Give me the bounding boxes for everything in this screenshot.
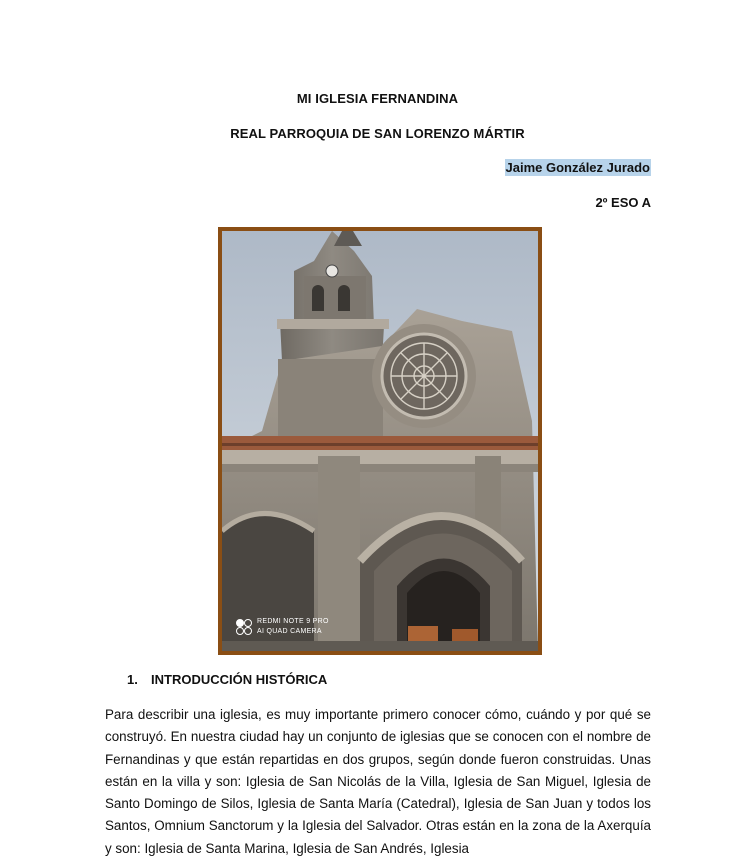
document-title: MI IGLESIA FERNANDINA — [296, 91, 459, 106]
church-photo — [218, 227, 542, 655]
camera-logo-icon — [236, 619, 252, 635]
camera-watermark — [236, 617, 329, 637]
class-label: 2º ESO A — [595, 195, 651, 210]
watermark-line-2: AI QUAD CAMERA — [257, 628, 322, 635]
document-subtitle: REAL PARROQUIA DE SAN LORENZO MÁRTIR — [230, 126, 525, 141]
church-photo-image — [222, 231, 538, 651]
section-heading-text: INTRODUCCIÓN HISTÓRICA — [151, 672, 328, 687]
watermark-line-1: REDMI NOTE 9 PRO — [257, 618, 329, 625]
section-heading — [127, 672, 327, 687]
author-name[interactable]: Jaime González Jurado — [505, 160, 650, 175]
body-paragraph: Para describir una iglesia, es muy importante primero conocer cómo, cuándo y por qué se construyó. En nuestra ciudad hay un conjunto de iglesias que se conocen con el nombre de Fernandinas y que están repartidas en dos grupos, según donde fueron construidas. Unas están en la villa y son: Iglesia de San Nicolás de la Villa, Iglesia de San Miguel, Iglesia de Santo Domingo de Silos, Iglesia de Santa María (Catedral), Iglesia de San Juan y todos los Santos, Omnium Sanctorum y la Iglesia del Salvador. Otras están en la zona de la Axerquía y son: Iglesia de Santa Marina, Iglesia de San Andrés, Iglesia — [105, 707, 651, 856]
author-line — [505, 160, 652, 175]
section-number: 1. — [127, 672, 138, 687]
